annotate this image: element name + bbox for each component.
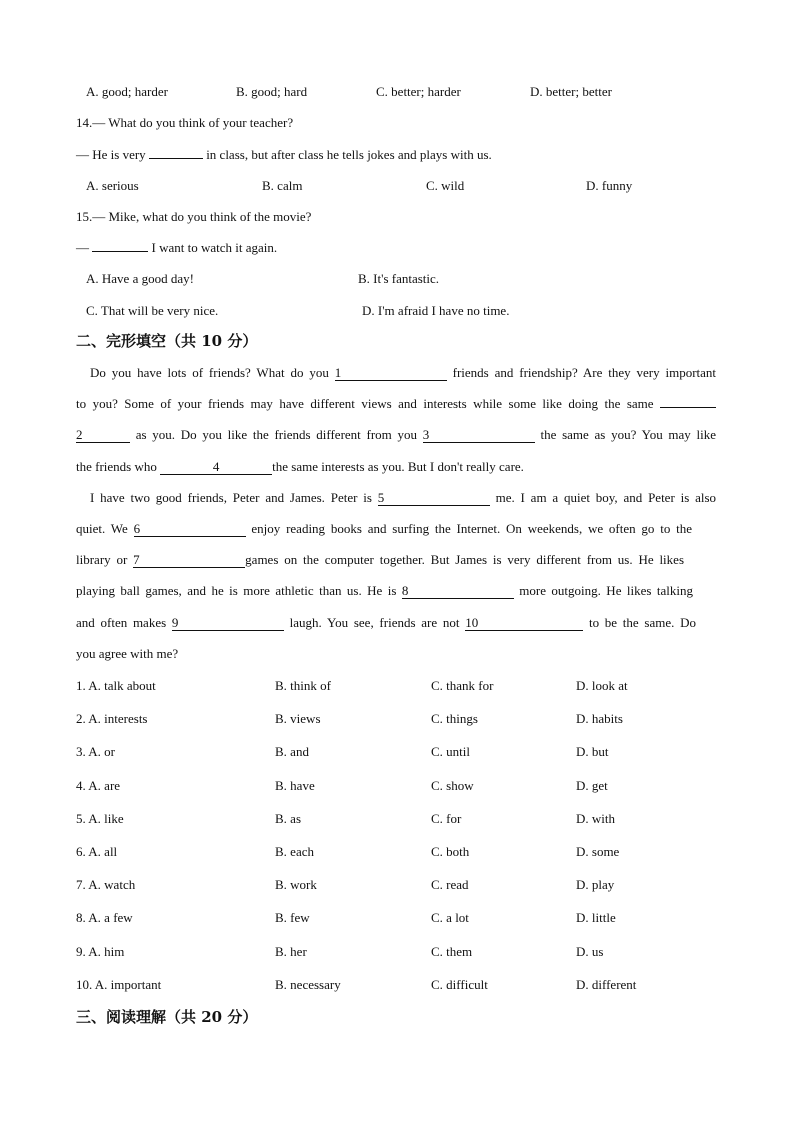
passage-text: quiet. We — [76, 521, 128, 536]
q13-option-a: A. good; harder — [86, 84, 168, 99]
blank-9[interactable]: 9 — [172, 616, 284, 631]
cloze-option-9-a: 9. A. him — [76, 944, 125, 959]
blank-7[interactable]: 7 — [133, 553, 245, 568]
passage-text: me. I am a quiet boy, and Peter is also — [495, 490, 717, 505]
passage-text: the friends who — [76, 459, 157, 474]
section-2-heading: 二、完形填空（共 10 分） — [76, 332, 258, 350]
cloze-option-4-c: C. show — [431, 778, 474, 793]
cloze-option-8-b: B. few — [275, 910, 310, 925]
q15-option-d: D. I'm afraid I have no time. — [362, 303, 510, 318]
passage-line-9 — [76, 615, 696, 631]
passage-text: as you. Do you like the friends different from you — [135, 427, 418, 442]
cloze-option-10-d: D. different — [576, 977, 637, 992]
q14-option-b: B. calm — [262, 178, 303, 193]
cloze-option-6-b: B. each — [275, 844, 314, 859]
cloze-option-3-b: B. and — [275, 744, 309, 759]
passage-text: enjoy reading books and surfing the Internet. On weekends, we often go to the — [251, 521, 693, 536]
cloze-option-2-b: B. views — [275, 711, 321, 726]
q13-option-c: C. better; harder — [376, 84, 461, 99]
passage-line-7 — [76, 552, 684, 568]
section-3-heading: 三、阅读理解（共 20 分） — [76, 1008, 258, 1026]
passage-line-4 — [76, 459, 716, 475]
q15-line-start: — — [76, 240, 89, 255]
q14-option-d: D. funny — [586, 178, 633, 193]
q15-option-b: B. It's fantastic. — [358, 271, 440, 286]
passage-text: I have two good friends, Peter and James. Peter is — [90, 490, 372, 505]
cloze-option-10-a: 10. A. important — [76, 977, 162, 992]
q15-option-a: A. Have a good day! — [86, 271, 194, 286]
cloze-option-7-a: 7. A. watch — [76, 877, 136, 892]
passage-text: Do you have lots of friends? What do you — [90, 365, 329, 380]
q14-answer-line — [76, 147, 492, 163]
passage-line-2 — [76, 396, 716, 412]
cloze-option-10-c: C. difficult — [431, 977, 488, 992]
passage-line-8 — [76, 583, 693, 599]
cloze-option-3-d: D. but — [576, 744, 609, 759]
cloze-option-6-d: D. some — [576, 844, 620, 859]
cloze-option-2-d: D. habits — [576, 711, 623, 726]
cloze-option-1-c: C. thank for — [431, 678, 494, 693]
blank-8[interactable]: 8 — [402, 584, 514, 599]
blank-10[interactable]: 10 — [465, 616, 583, 631]
cloze-option-8-c: C. a lot — [431, 910, 469, 925]
cloze-option-2-a: 2. A. interests — [76, 711, 148, 726]
q15-blank[interactable] — [92, 251, 148, 252]
blank-3[interactable]: 3 — [423, 428, 535, 443]
cloze-option-1-d: D. look at — [576, 678, 628, 693]
cloze-option-9-b: B. her — [275, 944, 307, 959]
blank-6[interactable]: 6 — [134, 522, 246, 537]
q15-answer-line — [76, 240, 277, 256]
passage-text: the same as you? You may like — [540, 427, 717, 442]
cloze-option-7-d: D. play — [576, 877, 615, 892]
passage-text: to you? Some of your friends may have different views and interests while some like doing the same — [76, 396, 654, 411]
cloze-option-1-a: 1. A. talk about — [76, 678, 156, 693]
cloze-option-4-d: D. get — [576, 778, 608, 793]
cloze-option-5-d: D. with — [576, 811, 615, 826]
blank-2-start[interactable] — [660, 407, 716, 408]
cloze-option-5-c: C. for — [431, 811, 462, 826]
cloze-option-3-c: C. until — [431, 744, 471, 759]
q14-line-end: in class, but after class he tells jokes and plays with us. — [206, 147, 492, 162]
passage-text: and often makes — [76, 615, 167, 630]
passage-text: the same interests as you. But I don't really care. — [272, 459, 524, 474]
passage-text: games on the computer together. But James is very different from us. He likes — [245, 552, 684, 567]
passage-text: to be the same. Do — [588, 615, 696, 630]
cloze-option-2-c: C. things — [431, 711, 478, 726]
q13-option-b: B. good; hard — [236, 84, 308, 99]
cloze-option-9-c: C. them — [431, 944, 473, 959]
passage-line-5 — [76, 490, 716, 506]
passage-text: you agree with me? — [76, 646, 179, 661]
q15-option-c: C. That will be very nice. — [86, 303, 219, 318]
blank-2[interactable]: 2 — [76, 428, 130, 443]
cloze-option-10-b: B. necessary — [275, 977, 341, 992]
blank-1[interactable]: 1 — [335, 366, 447, 381]
passage-line-1 — [76, 365, 716, 381]
cloze-option-5-b: B. as — [275, 811, 301, 826]
passage-line-3 — [76, 427, 716, 443]
blank-5[interactable]: 5 — [378, 491, 490, 506]
cloze-option-3-a: 3. A. or — [76, 744, 115, 759]
passage-line-10 — [76, 646, 716, 662]
cloze-option-7-c: C. read — [431, 877, 469, 892]
cloze-option-7-b: B. work — [275, 877, 317, 892]
cloze-option-4-b: B. have — [275, 778, 315, 793]
cloze-option-6-a: 6. A. all — [76, 844, 118, 859]
cloze-option-5-a: 5. A. like — [76, 811, 124, 826]
q13-option-d: D. better; better — [530, 84, 612, 99]
cloze-option-8-a: 8. A. a few — [76, 910, 133, 925]
passage-text: more outgoing. He likes talking — [519, 583, 693, 598]
q14-stem: 14.— What do you think of your teacher? — [76, 115, 294, 130]
q14-line-start: — He is very — [76, 147, 146, 162]
q14-option-c: C. wild — [426, 178, 465, 193]
cloze-option-6-c: C. both — [431, 844, 470, 859]
cloze-option-1-b: B. think of — [275, 678, 331, 693]
cloze-option-4-a: 4. A. are — [76, 778, 121, 793]
q15-line-end: I want to watch it again. — [151, 240, 278, 255]
cloze-option-9-d: D. us — [576, 944, 604, 959]
passage-text: laugh. You see, friends are not — [289, 615, 460, 630]
passage-text: playing ball games, and he is more athletic than us. He is — [76, 583, 397, 598]
passage-line-6 — [76, 521, 692, 537]
cloze-option-8-d: D. little — [576, 910, 616, 925]
passage-text: library or — [76, 552, 128, 567]
passage-text: friends and friendship? Are they very important — [452, 365, 717, 380]
blank-4[interactable]: 4 — [160, 460, 272, 475]
q14-blank[interactable] — [149, 158, 203, 159]
q15-stem: 15.— Mike, what do you think of the movie? — [76, 209, 312, 224]
q14-option-a: A. serious — [86, 178, 139, 193]
